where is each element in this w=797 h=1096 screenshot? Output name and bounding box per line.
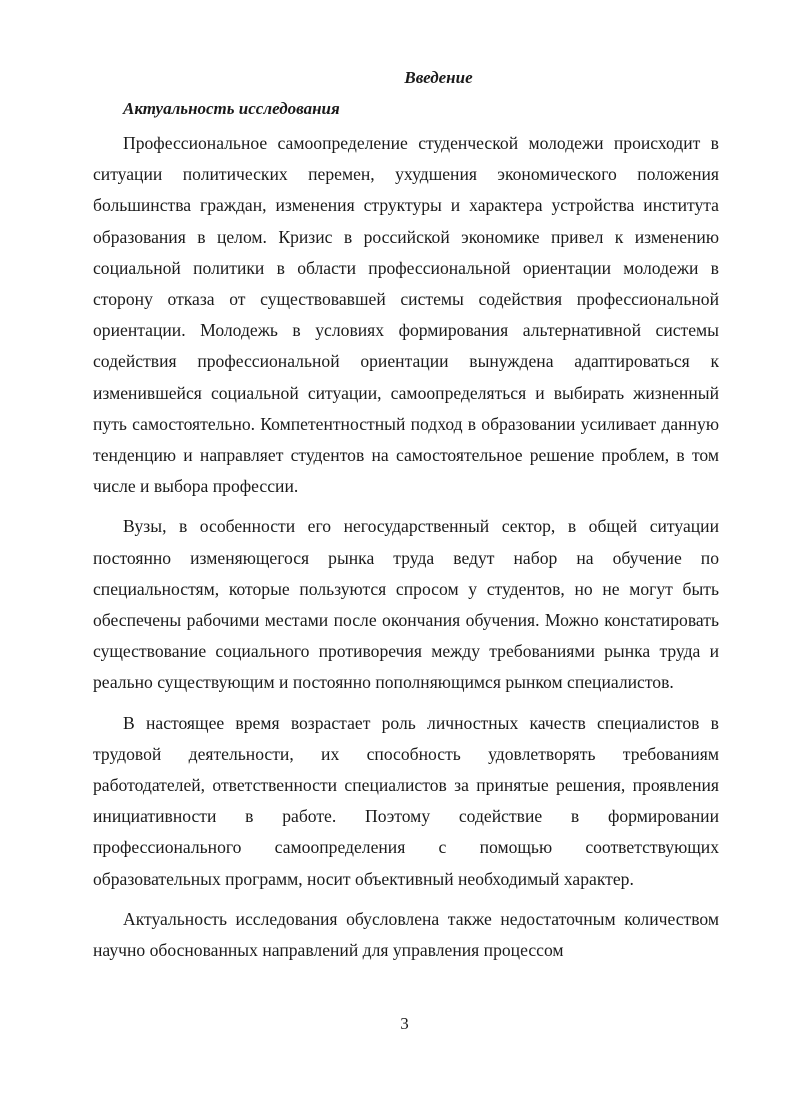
paragraph: Вузы, в особенности его негосударственный сектор, в общей ситуации постоянно изменяющегося рынка труда ведут набор на обучение по специальностям, которые пользуются спросом у студентов, но не могут быть обеспечены рабочими местами после окончания обучения. Можно констатировать существование социального противоречия между требованиями рынка труда и реально существующим и постоянно пополняющимся рынком специалистов.	[93, 516, 719, 693]
body-text	[93, 128, 719, 966]
paragraph: Актуальность исследования обусловлена также недостаточным количеством научно обоснованных направлений для управления процессом	[93, 908, 719, 961]
page-number: 3	[400, 1014, 409, 1033]
paragraph: В настоящее время возрастает роль личностных качеств специалистов в трудовой деятельности, их способность удовлетворять требованиям работодателей, ответственности специалистов за принятые решения, проявления инициативности в работе. Поэтому содействие в формировании профессионального самоопределения с помощью соответствующих образовательных программ, носит объективный необходимый характер.	[93, 712, 719, 889]
page-title: Введение	[404, 68, 473, 87]
paragraph: Профессиональное самоопределение студенческой молодежи происходит в ситуации политических перемен, ухудшения экономического положения большинства граждан, изменения структуры и характера устройства института образования в целом. Кризис в российской экономике привел к изменению социальной политики в области профессиональной ориентации молодежи в сторону отказа от существовавшей системы содействия профессиональной ориентации. Молодежь в условиях формирования альтернативной системы содействия профессиональной ориентации вынуждена адаптироваться к изменившейся социальной ситуации, самоопределяться и выбирать жизненный путь самостоятельно. Компетентностный подход в образовании усиливает данную тенденцию и направляет студентов на самостоятельное решение проблем, в том числе и выбора профессии.	[93, 133, 719, 497]
section-heading: Актуальность исследования	[123, 99, 340, 118]
